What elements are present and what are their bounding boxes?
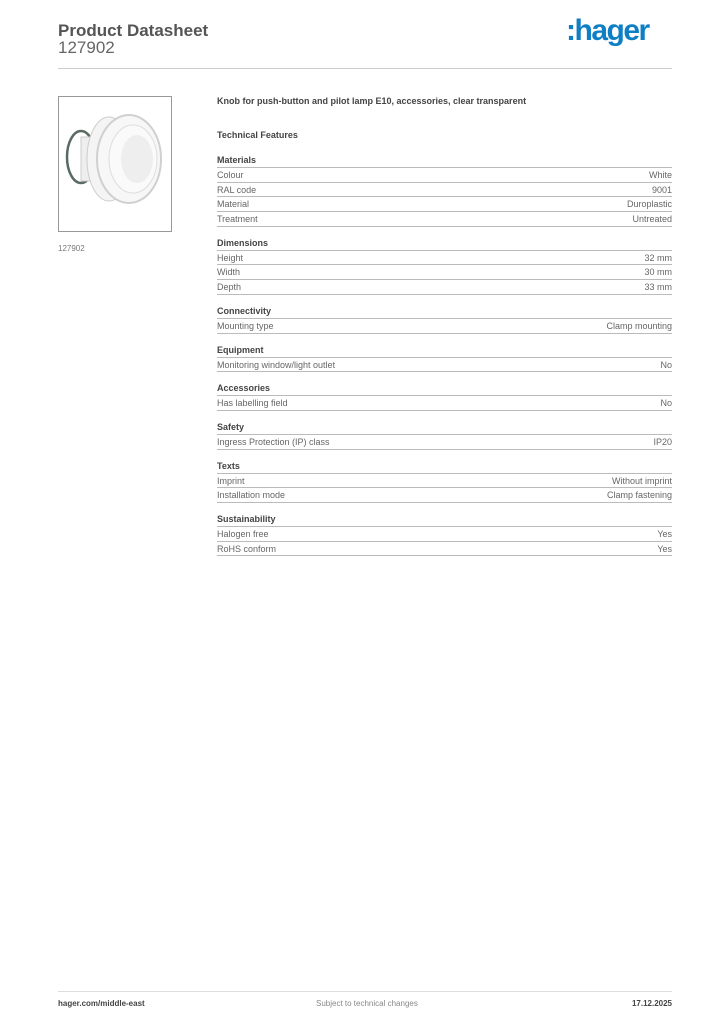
footer-website-link[interactable]: hager.com/middle-east xyxy=(58,999,145,1008)
spec-label: Colour xyxy=(217,170,244,180)
spec-value: Clamp mounting xyxy=(606,320,672,331)
page-title: Product Datasheet xyxy=(58,21,209,40)
spec-section-sustainability xyxy=(217,513,672,556)
spec-section-connectivity xyxy=(217,305,672,334)
spec-label: Material xyxy=(217,199,250,210)
spec-row xyxy=(217,197,672,212)
spec-value: 30 mm xyxy=(644,267,672,278)
footer-notice: Subject to technical changes xyxy=(316,999,418,1008)
spec-label: Halogen free xyxy=(217,528,269,539)
header-divider xyxy=(58,68,672,69)
product-code: 127902 xyxy=(58,38,115,57)
spec-row xyxy=(217,265,672,280)
spec-value: Yes xyxy=(657,543,672,554)
spec-row xyxy=(217,474,672,489)
spec-row xyxy=(217,183,672,198)
spec-value: Yes xyxy=(657,528,672,539)
technical-features-heading: Technical Features xyxy=(217,130,298,140)
footer-divider xyxy=(58,991,672,992)
spec-row xyxy=(217,488,672,503)
product-image xyxy=(58,96,172,232)
section-heading: Sustainability xyxy=(217,513,672,527)
spec-label: Height xyxy=(217,252,244,263)
spec-value: No xyxy=(660,359,672,370)
section-heading: Materials xyxy=(217,154,672,168)
spec-label: RoHS conform xyxy=(217,543,277,554)
spec-section-equipment xyxy=(217,344,672,373)
spec-sections xyxy=(217,154,672,556)
spec-row xyxy=(217,212,672,227)
product-description: Knob for push-button and pilot lamp E10, accessories, clear transparent xyxy=(217,96,527,106)
section-heading: Equipment xyxy=(217,344,672,358)
spec-row xyxy=(217,319,672,334)
section-heading: Texts xyxy=(217,460,672,474)
spec-value: Untreated xyxy=(632,214,672,225)
spec-label: Mounting type xyxy=(217,320,274,331)
spec-panel xyxy=(217,96,672,556)
spec-section-accessories xyxy=(217,382,672,411)
image-caption: 127902 xyxy=(58,244,85,253)
spec-row xyxy=(217,168,672,183)
spec-value: 32 mm xyxy=(644,252,672,263)
spec-section-texts xyxy=(217,460,672,503)
spec-label: Imprint xyxy=(217,475,245,486)
spec-label: Has labelling field xyxy=(217,398,288,409)
spec-row xyxy=(217,358,672,373)
spec-value: White xyxy=(648,170,672,180)
spec-value: 33 mm xyxy=(644,282,672,293)
spec-section-safety xyxy=(217,421,672,450)
spec-label: Treatment xyxy=(217,214,258,225)
spec-label: Depth xyxy=(217,282,242,293)
spec-value: Duroplastic xyxy=(626,199,672,210)
spec-value: Without imprint xyxy=(611,475,672,486)
hager-logo: :hager xyxy=(566,14,649,47)
spec-label: Installation mode xyxy=(217,490,286,501)
spec-value: 9001 xyxy=(651,184,672,195)
spec-section-materials xyxy=(217,154,672,227)
spec-row xyxy=(217,251,672,266)
spec-section-dimensions xyxy=(217,237,672,295)
spec-label: Monitoring window/light outlet xyxy=(217,359,336,370)
spec-label: Width xyxy=(217,267,241,278)
spec-row xyxy=(217,396,672,411)
footer-date: 17.12.2025 xyxy=(631,999,672,1008)
spec-value: Clamp fastening xyxy=(606,490,672,501)
spec-row xyxy=(217,435,672,450)
section-heading: Dimensions xyxy=(217,237,672,251)
section-heading: Safety xyxy=(217,421,672,435)
spec-label: RAL code xyxy=(217,184,257,195)
spec-value: No xyxy=(660,398,672,409)
spec-row xyxy=(217,527,672,542)
spec-label: Ingress Protection (IP) class xyxy=(217,436,330,447)
section-heading: Connectivity xyxy=(217,305,672,319)
section-heading: Accessories xyxy=(217,382,672,396)
spec-value: IP20 xyxy=(653,436,672,447)
spec-row xyxy=(217,280,672,295)
spec-row xyxy=(217,542,672,557)
